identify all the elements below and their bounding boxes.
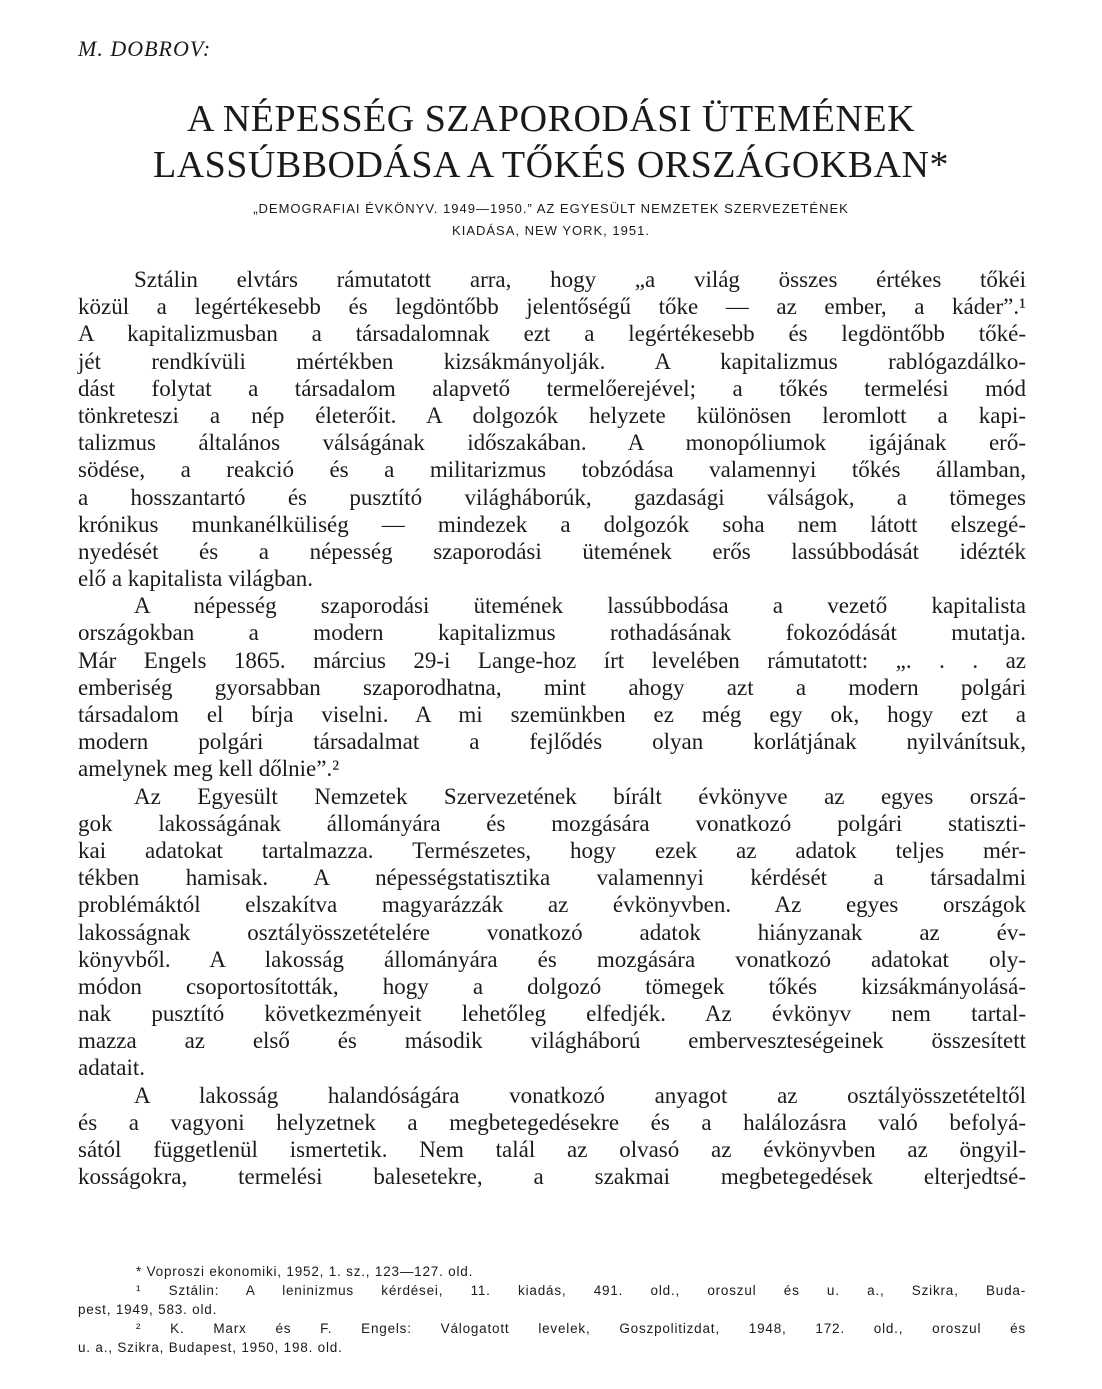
- article-title-line-1: A NÉPESSÉG SZAPORODÁSI ÜTEMÉNEK: [186, 98, 916, 140]
- body-line: társadalom el bírja viselni. A mi szemünkben ez még egy ok, hogy ezt a: [78, 702, 1026, 727]
- body-line: A lakosság halandóságára vonatkozó anyagot az osztályösszetételtől: [134, 1082, 1026, 1108]
- body-line: könyvből. A lakosság állományára és mozgására vonatkozó adatokat oly-: [78, 946, 1026, 972]
- footnote-line: u. a., Szikra, Budapest, 1950, 198. old.: [78, 1340, 343, 1355]
- body-line: A kapitalizmusban a társadalomnak ezt a legértékesebb és legdöntőbb tőké-: [78, 321, 1026, 347]
- body-line: és a vagyoni helyzetnek a megbetegedésekre és a halálozásra való befolyá-: [78, 1109, 1026, 1135]
- body-line: közül a legértékesebb és legdöntőbb jelentőségű tőke — az ember, a káder”.¹: [78, 294, 1026, 320]
- author-name: M. DOBROV:: [78, 36, 212, 61]
- body-line: jét rendkívüli mértékben kizsákmányolják. A kapitalizmus rablógazdálko-: [78, 348, 1026, 374]
- body-line: sától függetlenül ismertetik. Nem talál az olvasó az évkönyvben az öngyil-: [78, 1137, 1026, 1162]
- body-line: nyedését és a népesség szaporodási ütemének erős lassúbbodását idézték: [78, 538, 1026, 564]
- body-line: dást folytat a társadalom alapvető termelőerejével; a tőkés termelési mód: [78, 375, 1026, 401]
- source-line-2: KIADÁSA, NEW YORK, 1951.: [452, 223, 650, 238]
- body-line: nak pusztító következményeit lehetőleg elfedjék. Az évkönyv nem tartal-: [78, 1001, 1026, 1027]
- body-line: Már Engels 1865. március 29-i Lange-hoz írt levelében rámutatott: „. . . az: [78, 647, 1026, 673]
- body-line: Sztálin elvtárs rámutatott arra, hogy „a világ összes értékes tőkéi: [134, 267, 1026, 292]
- body-line: kai adatokat tartalmazza. Természetes, hogy ezek az adatok teljes mér-: [78, 837, 1026, 863]
- article-title-line-2: LASSÚBBODÁSA A TŐKÉS ORSZÁGOKBAN*: [152, 144, 949, 186]
- footnote-line: * Voproszi ekonomiki, 1952, 1. sz., 123—127. old.: [136, 1264, 474, 1279]
- body-line: modern polgári társadalmat a fejlődés olyan korlátjának nyilvánítsuk,: [78, 729, 1026, 755]
- body-line: talizmus általános válságának időszakában. A monopóliumok igájának erő-: [78, 430, 1026, 456]
- footnotes: [78, 1262, 1026, 1357]
- body-line: módon csoportosították, hogy a dolgozó tömegek tőkés kizsákmányolásá-: [78, 973, 1026, 999]
- body-line: emberiség gyorsabban szaporodhatna, mint ahogy azt a modern polgári: [78, 674, 1026, 700]
- body-line: elő a kapitalista világban.: [78, 566, 314, 592]
- footnote-line: ² K. Marx és F. Engels: Válogatott levelek, Goszpolitizdat, 1948, 172. old., oroszul és: [136, 1321, 1026, 1336]
- footnote-line: pest, 1949, 583. old.: [78, 1302, 218, 1317]
- body-line: adatait.: [78, 1055, 146, 1081]
- body-line: lakosságnak osztályösszetételére vonatkozó adatok hiányzanak az év-: [78, 919, 1026, 945]
- body-line: amelynek meg kell dőlnie”.²: [78, 756, 340, 782]
- body-line: krónikus munkanélküliség — mindezek a dolgozók soha nem látott elszegé-: [78, 511, 1026, 537]
- body-line: kosságokra, termelési balesetekre, a szakmai megbetegedések elterjedtsé-: [78, 1164, 1026, 1190]
- body-line: problémáktól elszakítva magyarázzák az évkönyvben. Az egyes országok: [78, 892, 1026, 918]
- footnote-line: ¹ Sztálin: A leninizmus kérdései, 11. kiadás, 491. old., oroszul és u. a., Szikra, Buda-: [136, 1283, 1026, 1298]
- body-line: gok lakosságának állományára és mozgására vonatkozó polgári statiszti-: [78, 810, 1026, 836]
- body-line: A népesség szaporodási ütemének lassúbbodása a vezető kapitalista: [134, 593, 1026, 619]
- source-line-1: „DEMOGRAFIAI ÉVKÖNYV. 1949—1950.” AZ EGYESÜLT NEMZETEK SZERVEZETÉNEK: [253, 201, 849, 216]
- body-line: södése, a reakció és a militarizmus tobzódása valamennyi tőkés államban,: [78, 457, 1026, 483]
- body-line: mazza az első és második világháború emberveszteségeinek összesített: [78, 1028, 1026, 1054]
- body-line: tékben hamisak. A népességstatisztika valamennyi kérdését a társadalmi: [78, 865, 1026, 891]
- body-line: a hosszantartó és pusztító világháborúk, gazdasági válságok, a tömeges: [78, 484, 1026, 510]
- body-line: országokban a modern kapitalizmus rothadásának fokozódását mutatja.: [78, 620, 1026, 646]
- article-body: [78, 266, 1026, 1190]
- body-line: tönkreteszi a nép életerőit. A dolgozók helyzete különösen leromlott a kapi-: [78, 402, 1026, 428]
- body-line: Az Egyesült Nemzetek Szervezetének bírált évkönyve az egyes orszá-: [134, 783, 1026, 809]
